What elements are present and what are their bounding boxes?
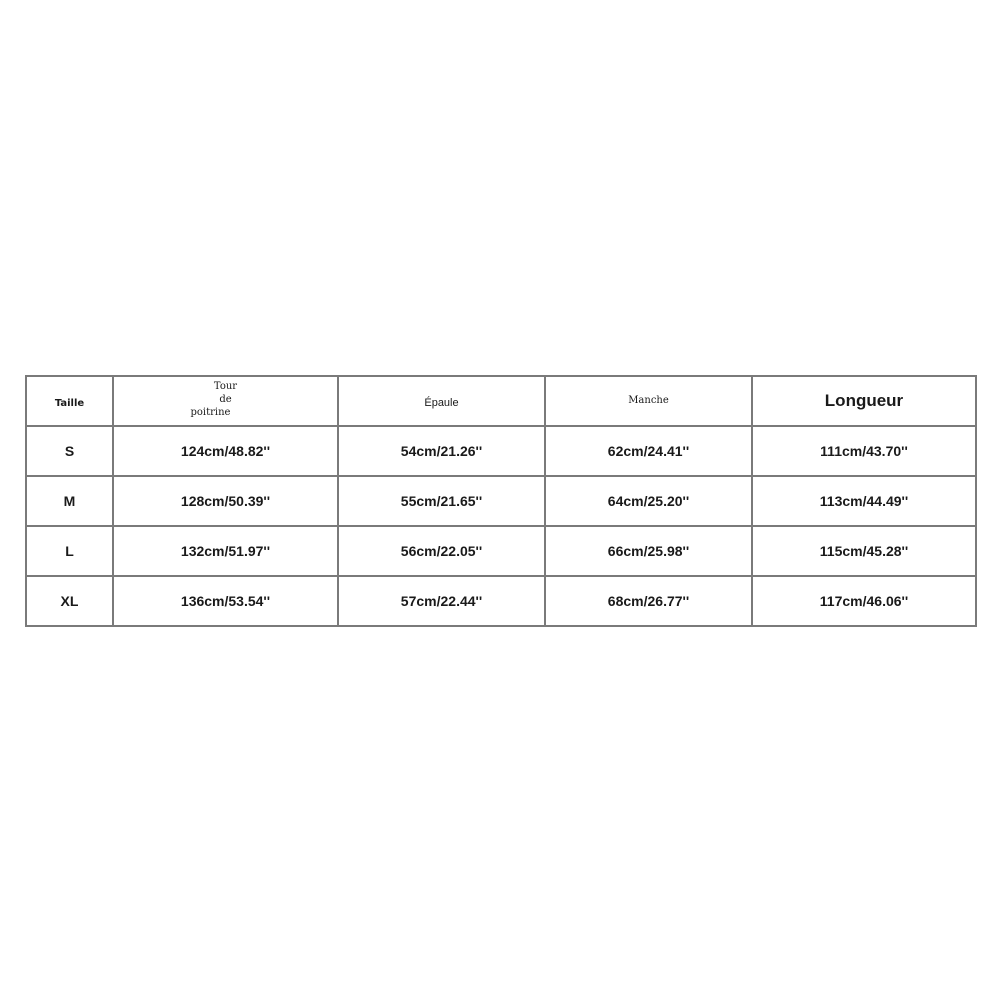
row-length: 111cm/43.70'' xyxy=(752,426,976,476)
row-chest: 136cm/53.54'' xyxy=(113,576,338,626)
row-shoulder: 55cm/21.65'' xyxy=(338,476,545,526)
header-chest-line2: de xyxy=(219,393,232,405)
row-length: 115cm/45.28'' xyxy=(752,526,976,576)
header-sleeve-label: Manche xyxy=(628,394,669,406)
table-row xyxy=(26,476,976,526)
header-chest-line3: poitrine xyxy=(190,406,231,418)
header-length-label: Longueur xyxy=(824,391,904,410)
size-chart-table xyxy=(25,375,977,627)
header-chest-line1: Tour xyxy=(213,380,238,392)
row-size: M xyxy=(26,476,113,526)
row-sleeve: 68cm/26.77'' xyxy=(545,576,752,626)
header-sleeve xyxy=(545,376,752,426)
row-length: 113cm/44.49'' xyxy=(752,476,976,526)
row-sleeve: 62cm/24.41'' xyxy=(545,426,752,476)
header-length xyxy=(752,376,976,426)
header-shoulder xyxy=(338,376,545,426)
table-row xyxy=(26,526,976,576)
row-length: 117cm/46.06'' xyxy=(752,576,976,626)
row-shoulder: 54cm/21.26'' xyxy=(338,426,545,476)
row-shoulder: 56cm/22.05'' xyxy=(338,526,545,576)
row-chest: 124cm/48.82'' xyxy=(113,426,338,476)
row-size: XL xyxy=(26,576,113,626)
row-chest: 132cm/51.97'' xyxy=(113,526,338,576)
table-row xyxy=(26,576,976,626)
row-shoulder: 57cm/22.44'' xyxy=(338,576,545,626)
row-sleeve: 64cm/25.20'' xyxy=(545,476,752,526)
table-header-row xyxy=(26,376,976,426)
header-size-label: Taille xyxy=(54,398,85,409)
row-sleeve: 66cm/25.98'' xyxy=(545,526,752,576)
row-size: S xyxy=(26,426,113,476)
header-size xyxy=(26,376,113,426)
row-chest: 128cm/50.39'' xyxy=(113,476,338,526)
header-shoulder-label: Épaule xyxy=(424,397,459,409)
header-chest xyxy=(113,376,338,426)
row-size: L xyxy=(26,526,113,576)
table-row xyxy=(26,426,976,476)
